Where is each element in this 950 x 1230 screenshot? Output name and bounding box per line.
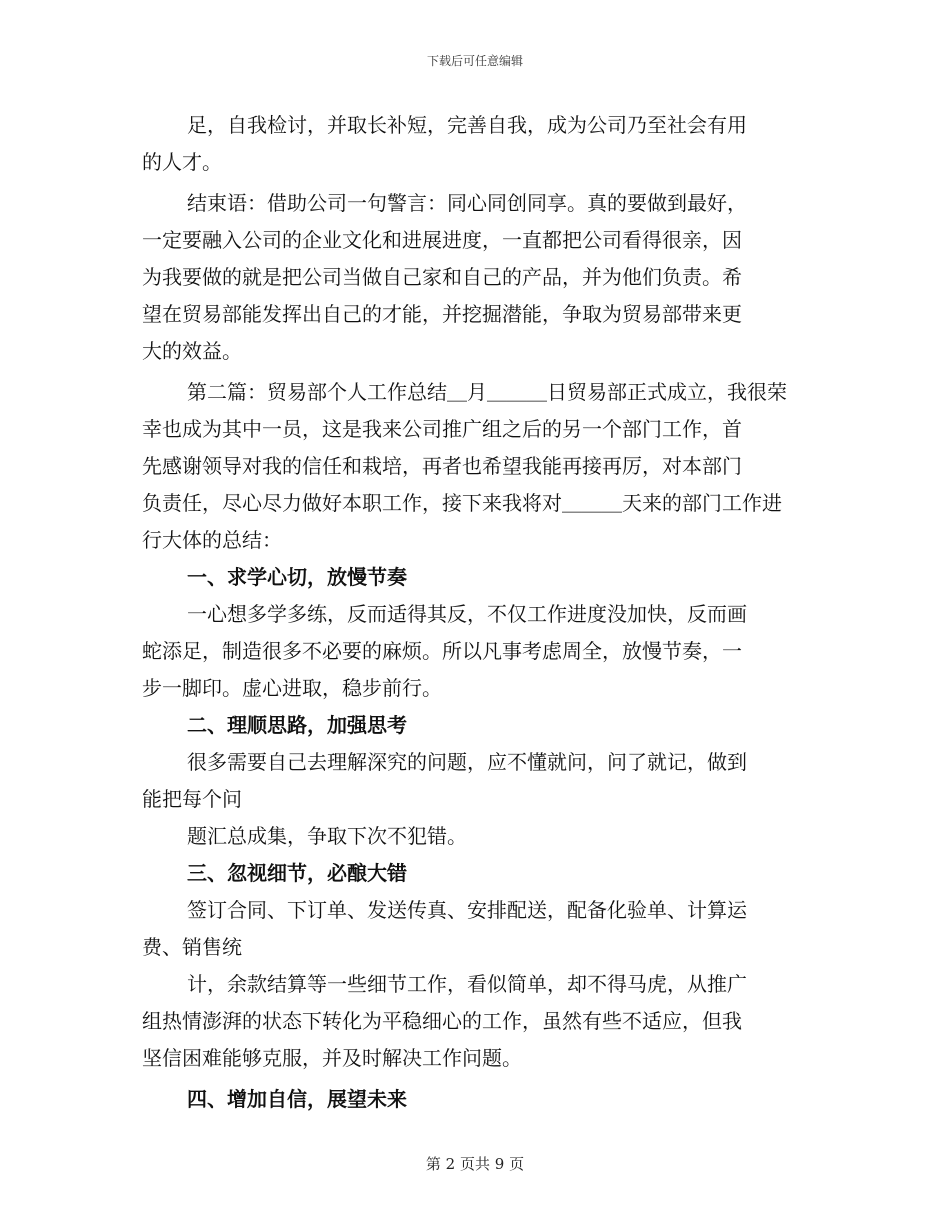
paragraph-line: 负责任，尽心尽力做好本职工作，接下来我将对＿＿＿天来的部门工作进: [142, 491, 782, 515]
paragraph-line: 第二篇：贸易部个人工作总结＿月＿＿＿日贸易部正式成立，我很荣: [187, 380, 787, 404]
paragraph-line: 行大体的总结：: [142, 528, 282, 552]
paragraph-line: 能把每个问: [142, 787, 242, 811]
paragraph-line: 大的效益。: [142, 339, 242, 363]
paragraph-line: 望在贸易部能发挥出自己的才能，并挖掘潜能，争取为贸易部带来更: [142, 302, 742, 326]
paragraph-line: 一定要融入公司的企业文化和进展进度，一直都把公司看得很亲，因: [142, 228, 742, 252]
paragraph-line: 幸也成为其中一员，这是我来公司推广组之后的另一个部门工作，首: [142, 417, 742, 441]
paragraph-line: 费、销售统: [142, 935, 242, 959]
paragraph-line: 蛇添足，制造很多不必要的麻烦。所以凡事考虑周全，放慢节奏，一: [142, 639, 742, 663]
paragraph-line: 为我要做的就是把公司当做自己家和自己的产品，并为他们负责。希: [142, 265, 742, 289]
paragraph-line: 很多需要自己去理解深究的问题，应不懂就问，问了就记，做到: [187, 750, 747, 774]
paragraph-line: 结束语：借助公司一句警言：同心同创同享。真的要做到最好，: [187, 191, 747, 215]
paragraph-line: 组热情澎湃的状态下转化为平稳细心的工作，虽然有些不适应，但我: [142, 1009, 742, 1033]
section-heading: 三、忽视细节，必酿大错: [187, 861, 407, 885]
section-heading: 二、理顺思路，加强思考: [187, 713, 407, 737]
paragraph-line: 先感谢领导对我的信任和栽培，再者也希望我能再接再厉，对本部门: [142, 454, 742, 478]
paragraph-line: 的人才。: [142, 150, 222, 174]
paragraph-line: 题汇总成集，争取下次不犯错。: [187, 824, 467, 848]
page-number-footer: 第 2 页共 9 页: [425, 1155, 525, 1173]
section-heading: 四、增加自信，展望未来: [187, 1087, 407, 1111]
paragraph-line: 步一脚印。虚心进取，稳步前行。: [142, 676, 442, 700]
document-body: [142, 107, 812, 1118]
paragraph-line: 坚信困难能够克服，并及时解决工作问题。: [142, 1046, 522, 1070]
page-header-note: 下载后可任意编辑: [426, 54, 523, 68]
paragraph-line: 签订合同、下订单、发送传真、安排配送，配备化验单、计算运: [187, 898, 747, 922]
section-heading: 一、求学心切，放慢节奏: [187, 565, 407, 589]
paragraph-line: 一心想多学多练，反而适得其反，不仅工作进度没加快，反而画: [187, 602, 747, 626]
paragraph-line: 计，余款结算等一些细节工作，看似简单，却不得马虎，从推广: [187, 972, 747, 996]
paragraph-line: 足，自我检讨，并取长补短，完善自我，成为公司乃至社会有用: [187, 113, 747, 137]
